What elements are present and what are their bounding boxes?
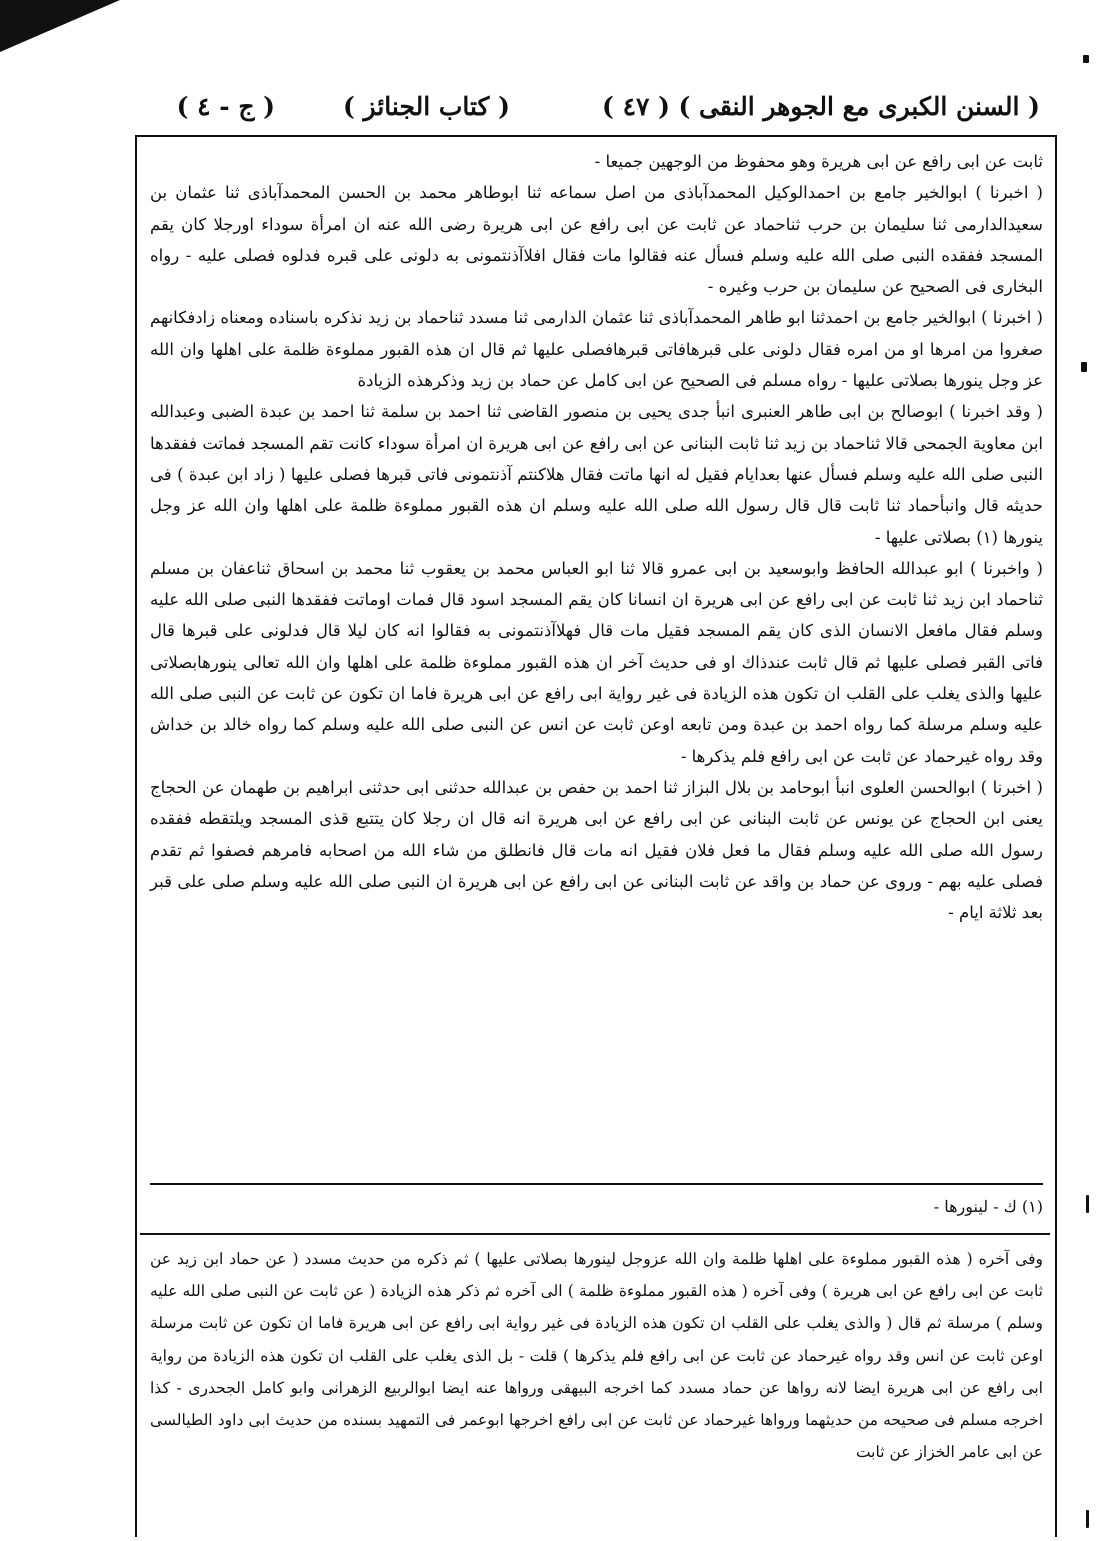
chapter-title: ( كتاب الجنائز ) — [343, 92, 510, 121]
page-number: ( ٤٧ ) — [602, 92, 670, 121]
book-title: ( السنن الكبرى مع الجوهر النقى ) — [678, 92, 1040, 121]
margin-mark — [1086, 1195, 1089, 1213]
page-header — [160, 92, 1040, 132]
paragraph: ثابت عن ابى رافع عن ابى هريرة وهو محفوظ من الوجهين جميعا - — [594, 152, 1043, 171]
paragraph: ( اخبرنا ) ابوالحسن العلوى انبأ ابوحامد بن بلال البزاز ثنا احمد بن حفص بن عبدالله حدثنى ابى حدثنى ابراهيم بن طهمان عن الحجاج يعنى ابن الحجاج عن يونس عن ثابت البنانى عن ابى رافع عن ابى هريرة انه قال ان رجلا كان يتتبع قذى المسجد ويلتقطه ففقده رسول الله صلى الله عليه وسلم فقال ما فعل فلان فقيل انه مات قال فانطلق من شاء الله من اصحابه فامرهم فصفوا ثم تقدم فصلى عليه بهم - وروى عن حماد بن واقد عن ثابت البنانى عن ابى رافع عن ابى هريرة ان النبى صلى الله عليه وسلم صلى على قبر بعد ثلاثة ايام - — [150, 777, 1043, 923]
volume-number: ( ج - ٤ ) — [176, 92, 275, 121]
margin-mark — [1081, 362, 1087, 372]
scan-corner-mark — [0, 0, 120, 52]
margin-mark — [1083, 55, 1089, 63]
commentary-text — [150, 1243, 1043, 1468]
paragraph: ( واخبرنا ) ابو عبدالله الحافظ وابوسعيد بن ابى عمرو قالا ثنا ابو العباس محمد بن يعقوب ثنا محمد بن اسحاق ثناعفان بن مسلم ثناحماد ابن زيد ثنا ثابت عن ابى رافع عن ابى هريرة ان انسانا كان يقم المسجد اسود قال فمات اوماتت ففقدها النبى صلى الله عليه وسلم فقال مافعل الانسان الذى كان يقم المسجد فقيل مات قال فهلاآذنتمونى به فقالوا انه كان ليلا قال فدلونى على قبرها قال فاتى القبر فصلى عليها ثم قال ثابت عندذاك او فى حديث آخر ان هذه القبور مملوءة ظلمة على اهلها وان الله تعالى ينورهابصلاتى عليها والذى يغلب على القلب ان تكون هذه الزيادة فى غير رواية ابى رافع عن ابى هريرة فاما ان تكون عن ثابت عن النبى صلى الله عليه وسلم مرسلة كما رواه احمد بن عبدة ومن تابعه اوعن ثابت عن انس عن النبى صلى الله عليه وسلم كما رواه خالد بن خداش وقد رواه غيرحماد عن ثابت عن ابى رافع فلم يذكرها - — [150, 558, 1043, 766]
paragraph: ( اخبرنا ) ابوالخير جامع بن احمدثنا ابو طاهر المحمدآباذى ثنا عثمان الدارمى ثنا مسدد ثناحماد بن زيد نذكره باسناده ومعناه زادفكانهم صغروا من امرها او من امره فقال دلونى على قبرهافاتى قبرهافصلى عليها ثم قال ان هذه القبور مملوءة ظلمة على اهلها وان الله عز وجل ينورها بصلاتى عليها - رواه مسلم فى الصحيح عن ابى كامل عن حماد بن زيد وذكرهذه الزيادة — [150, 308, 1043, 391]
paragraph: ( اخبرنا ) ابوالخير جامع بن احمدالوكيل المحمدآباذى من اصل سماعه ثنا ابوطاهر محمد بن الحسن المحمدآباذى ثنا عثمان بن سعيدالدارمى ثنا سليمان بن حرب ثناحماد عن ثابت عن ابى رافع عن ابى هريرة رضى الله عنه ان امرأة سوداء اورجلا كان يقم المسجد ففقده النبى صلى الله عليه وسلم فسأل عنه فقالوا مات فقال افلاآذنتمونى به دلونى على قبره فدلوه فصلى عليه - رواه البخارى فى الصحيح عن سليمان بن حرب وغيره - — [150, 183, 1043, 297]
paragraph: ( وقد اخبرنا ) ابوصالح بن ابى طاهر العنبرى انبأ جدى يحيى بن منصور القاضى ثنا احمد بن سلمة ثنا احمد بن عبدة الضبى وعبدالله ابن معاوية الجمحى قالا ثناحماد بن زيد ثنا ثابت البنانى عن ابى رافع عن ابى هريرة ان امرأة سوداء كانت تقم المسجد فماتت ففقدها النبى صلى الله عليه وسلم فسأل عنها بعدايام فقيل له انها ماتت فقال هلاكنتم آذنتمونى فاتى قبرها فصلى عليها ( زاد ابن عبدة ) فى حديثه قال وانبأحماد ثنا ثابت قال قال رسول الله صلى الله عليه وسلم ان هذه القبور مملوءة ظلمة على اهلها وان الله عز وجل ينورها (١) بصلاتى عليها - — [150, 402, 1043, 547]
commentary-divider — [140, 1233, 1050, 1235]
commentary-paragraph: وفى آخره ( هذه القبور مملوءة على اهلها ظلمة وان الله عزوجل لينورها بصلاتى عليها ) ثم ذكره من حديث مسدد ( عن حماد ابن زيد عن ثابت عن ابى رافع عن ابى هريرة ) وفى آخره ( هذه القبور مملوءة ظلمة ) الى آخره ثم ذكر هذه الزيادة ( عن ثابت عن النبى صلى الله عليه وسلم ) مرسلة ثم قال ( والذى يغلب على القلب ان تكون هذه الزيادة فى غير رواية ابى رافع عن ابى هريرة فاما ان تكون عن ثابت مرسلة اوعن ثابت عن انس وقد رواه غيرحماد عن ثابت عن ابى رافع فلم يذكرها ) قلت - بل الذى يغلب على القلب ان تكون هذه الزيادة من رواية ابى رافع عن ابى هريرة ايضا لانه رواها عن حماد مسدد كما اخرجه البيهقى ورواها عنه ايضا ابوالربيع الزهرانى وابو كامل الجحدرى - كذا اخرجه مسلم فى صحيحه من حديثهما ورواها غيرحماد عن ثابت عن ابى رافع اخرجها ابوعمر فى التمهيد بسنده من حديث ابى داود الطيالسى عن ابى عامر الخزاز عن ثابت — [150, 1250, 1043, 1462]
footnote: (١) ك - لينورها - — [933, 1197, 1043, 1216]
margin-mark — [1086, 1510, 1089, 1528]
main-text — [150, 146, 1043, 928]
footnote-divider — [150, 1183, 1043, 1185]
